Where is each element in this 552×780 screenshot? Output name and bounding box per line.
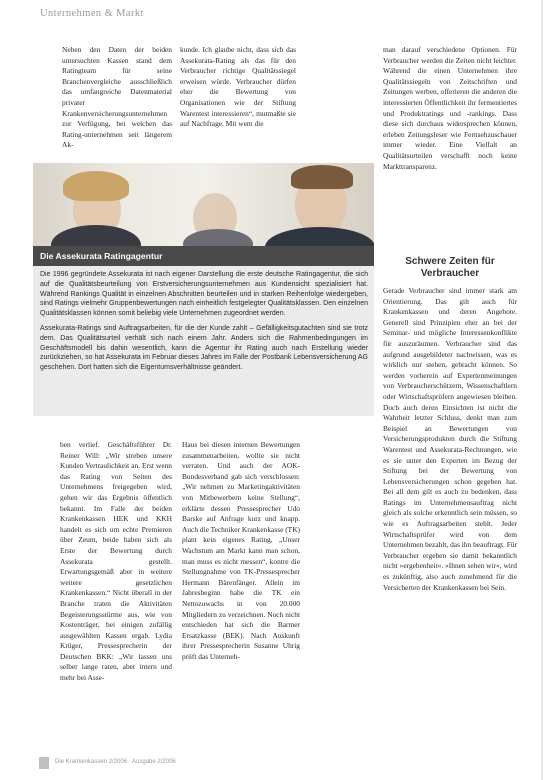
info-box-paragraph-1: Die 1996 gegründete Assekurata ist nach eigener Darstellung die erste deutsche Ratingagentur, die sich auf die Qualitätsbeurteilung von Erstversicherungsunternehmen aus Kundensicht spezialisiert hat. Während Rankings Qualität in einzelnen Abschnitten beurteilen und in starken Reihenfolge wiedergeben, sind Ratings vielmehr Gruppenbewertungen nach einheitlich festgelegter Qualitätsklassen. Den einzelnen Qualitätsklassen können somit beliebig viele Unternehmen zugeordnet werden. [40, 271, 368, 318]
sidebar-text: Gerade Verbraucher sind immer stark am Orientierung. Das gilt auch für Krankenkassen und deren Angebote. Generell sind Prinzipien eher an bei der Seminar- und mögliche Interessenkonflikte für auszuräumen. Verbraucher sind das aufgrund ausgebildeter nachwissen, was es wirklich nur stehen, gebracht können. So werden vorherein auf Expertenmeinungen von Verbraucherschützern, Wissenschaftlern oder Wirtschaftsprüfern angewiesen bleiben. Doch auch deren Einsichten ist nicht die Wahrheit letzter Schluss, denkt man zum Beispiel an Bewertungen von Versicherungsprodukten durch die Stiftung Warentest und Assekurata-Rechnungen, wie es sie unter den Experten im Bezug der Stiftung bei der Bewertung von Lebensversicherungen schon gegeben hat. Bei all dem gilt es auch zu bedenken, dass Ratings im Unternehmensauftrag nicht gleich als solche erkenntlich sein müssen, so wie es Auftragsarbeiten stehlt. Jeder Wirtschaftsprüfer wird von dem Unternehmen bezahlt, das ihn beauftragt. Für Verbraucher ergeben sie damit bekanntlich nicht »ergebenheit«. »Ihnen sehen wir«, wird es zukünftig, also auch zunehmend für die Versicherten der Krankenkassen bei Sein. [383, 286, 518, 592]
article-bottom-column-2 [182, 440, 300, 662]
article-top-column-3 [383, 45, 517, 172]
page-number-box [39, 757, 49, 769]
paragraph: ben verlief. Geschäftsführer Dr. Reiner Will: „Wir streben unsere Kunden Vertraulichkeit an. Erst wenn das Rating von Seiten des Unternehmens freigegeben wird, gehen wir das Ergebnis öffentlich bekannt. Im Falle der beiden Krankenkassen HEK und KKH handelt es sich um echte Premieren über Zeum, beide haben sich als Erste der Bewertung durch Assekurata gestellt. Erwartungsgemäß aber in weitere weitere gesetzlichen Krankenkassen.“ Nicht überall in der Branche traten die Aktivitäten Begeisterungsstürme aus, wie von Kostenträger, bei einigen zufällig ausgewählten Kassen ergab. Lydia Krüger, Pressesprecherin der Deutschen BKK: „Wir lassen uns selber lange raten, aber intern und mehr bei Asse- [60, 440, 172, 683]
info-box-body [40, 270, 368, 378]
article-bottom-column-1 [60, 440, 172, 684]
sidebar-column [383, 286, 517, 593]
section-header: Unternehmen & Markt [40, 8, 144, 19]
paragraph: Neben den Daten der beiden untersuchten Kassen stand dem Ratingteam für seine Branchenvergleiche ausschließlich das umfangreiche Datenmaterial privater Krankenversicherungsunternehmen zur Verfügung, bei welchen das Rating-unternehmen seit längerem Ak- [62, 45, 172, 150]
info-box-title-bar [33, 246, 374, 266]
info-box-paragraph-2: Assekurata-Ratings sind Auftragsarbeiten, für die der Kunde zahlt – Gefälligkeitsgutachten sind sie trotz dem. Das Qualitätsurteil verhält sich nach einem Jahr. Anders sich die Rahmenbedingungen im Geschäftsmodell bis dahin wesentlich, kann die Agentur ihr Rating auch nach Erstellung wieder zurückziehen, so hat Assekurata im Februar dieses Jahres im Falle der Postbank Lebensversicherung AG geschehen. Dort hatten sich die Eigentumsverhältnisse geändert. [40, 324, 368, 372]
article-top-column-1 [62, 45, 172, 151]
page-edge-band [541, 0, 543, 780]
people-photo [33, 163, 374, 246]
footer-text: Die Krankenkassen 2/2006 · Ausgabe 2/2006 [55, 759, 176, 765]
page-footer [33, 756, 517, 772]
paragraph: kunde. Ich glaube nicht, dass sich das Assekurata-Rating als das für den Verbraucher richtige Qualitätssiegel erweisen würde. Verbraucher dürfen eher die Bewertung von Organisationen wie der Stiftung Warentest interessieren“, mutmaßte sie auf Nachfrage. Mit wem die [180, 45, 296, 129]
info-box-title: Die Assekurata Ratingagentur [40, 251, 163, 261]
paragraph: man darauf verschiedene Optionen. Für Verbraucher werden die Zeiten nicht leichter. Während die einen Unternehmen ihre Qualitätssiegeln von Zeitschriften und Zeitungen werben, offerieren die anderen die interessierten Öffentlichkeit ihr fermentiertes und Produktratings und -rankings. Dass diese sich durchaus widersprechen können, erleben Zeitungsleser wie Fernsehzuschauer immer wieder. Eine Vielfalt an Qualitätsurteilen verschafft noch keine Markttransparenz. [383, 45, 517, 171]
sidebar-heading: Schwere Zeiten für Verbraucher [405, 256, 495, 279]
paragraph: Haus bei diesen internen Bewertungen zusammenarbeiten, wollte sie nicht verraten. Und auch der AOK-Bundesverband gab sich verschlossen: „Wir nehmen zu Marketingaktivitäten von Mitbewerbern keine Stellung“, erklärte dessen Pressesprecher Udo Barske auf Anfrage kurz und knapp. Auch die Techniker Krankenkasse (TK) plant kein eigenes Rating, „Unser Wachstum am Markt kann man schon, man muss es nicht messen“, kontre die Stellungnahme von TK-Pressesprecher Hermann Bärenfänger. Allein im Jahresbeginn habe die TK ein Nettozuwachs in von 20.000 Mitgliedern zu verzeichnen. Noch nicht entschieden hat sich die Barmer Ersatzkasse (BEK). Nach Auskunft ihrer Pressesprecherin Susanne Uhrig prüft das Unterneh- [182, 440, 300, 661]
article-top-column-2 [180, 45, 296, 130]
info-box [33, 266, 374, 416]
